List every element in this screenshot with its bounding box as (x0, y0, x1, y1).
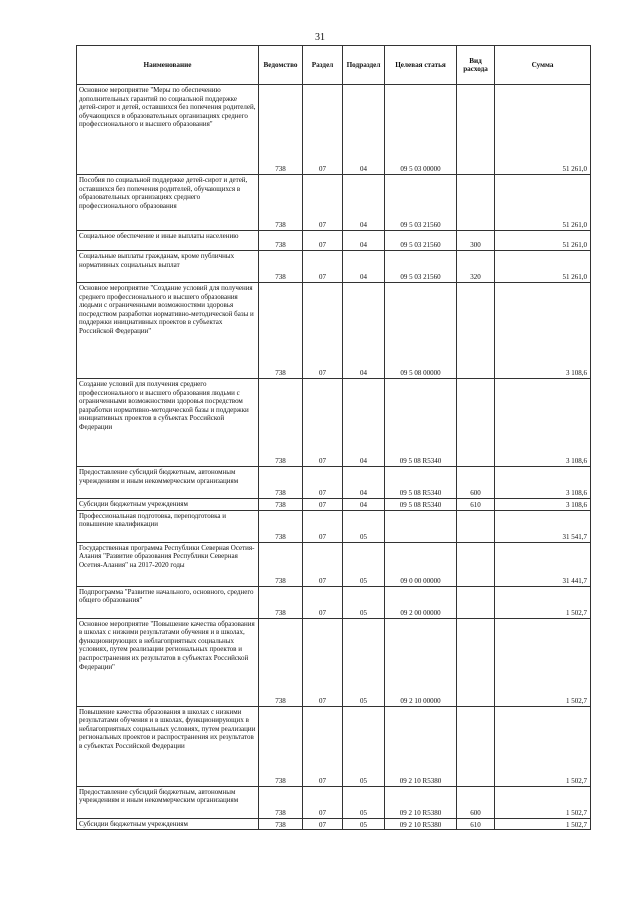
cell-section: 07 (303, 618, 343, 706)
table-row (77, 818, 591, 830)
cell-target-article (385, 510, 457, 542)
header-expense-kind: Вид расхода (457, 46, 495, 85)
cell-expense-kind: 600 (457, 467, 495, 499)
cell-subsection: 05 (343, 510, 385, 542)
cell-department: 738 (259, 467, 303, 499)
cell-subsection: 04 (343, 499, 385, 511)
cell-target-article: 09 2 10 R5380 (385, 706, 457, 786)
cell-target-article: 09 5 03 21560 (385, 175, 457, 231)
table-row (77, 499, 591, 511)
cell-expense-kind (457, 85, 495, 175)
header-department: Ведомство (259, 46, 303, 85)
cell-department: 738 (259, 542, 303, 586)
cell-name: Предоставление субсидий бюджетным, автономным учреждениям и иным некоммерческим организациям (77, 467, 259, 499)
cell-name: Субсидии бюджетным учреждениям (77, 499, 259, 511)
cell-department: 738 (259, 499, 303, 511)
cell-target-article: 09 2 10 00000 (385, 618, 457, 706)
table-row (77, 379, 591, 467)
cell-subsection: 04 (343, 251, 385, 283)
cell-department: 738 (259, 379, 303, 467)
cell-section: 07 (303, 706, 343, 786)
header-sum: Сумма (495, 46, 591, 85)
cell-name: Повышение качества образования в школах с низкими результатами обучения и в школах, функционирующих в неблагоприятных социальных условиях, путем реализации региональных проектов и распространения их результатов в субъектах Российской Федерации (77, 706, 259, 786)
cell-department: 738 (259, 231, 303, 251)
cell-subsection: 05 (343, 542, 385, 586)
cell-department: 738 (259, 706, 303, 786)
cell-section: 07 (303, 786, 343, 818)
header-section: Раздел (303, 46, 343, 85)
cell-subsection: 05 (343, 618, 385, 706)
cell-name: Пособия по социальной поддержке детей-сирот и детей, оставшихся без попечения родителей, обучающихся в образовательных организациях среднего профессионального образования (77, 175, 259, 231)
cell-name: Предоставление субсидий бюджетным, автономным учреждениям и иным некоммерческим организациям (77, 786, 259, 818)
table-row (77, 706, 591, 786)
cell-name: Социальные выплаты гражданам, кроме публичных нормативных социальных выплат (77, 251, 259, 283)
cell-sum: 1 502,7 (495, 786, 591, 818)
cell-sum: 51 261,0 (495, 85, 591, 175)
cell-sum: 51 261,0 (495, 251, 591, 283)
cell-sum: 1 502,7 (495, 586, 591, 618)
cell-subsection: 04 (343, 175, 385, 231)
cell-sum: 1 502,7 (495, 706, 591, 786)
cell-subsection: 04 (343, 283, 385, 379)
table-row (77, 467, 591, 499)
cell-name: Основное мероприятие "Создание условий для получения среднего профессионального и высшего образования людьми с ограниченными возможностями здоровья посредством разработки нормативно-методической базы и поддержки инициативных проектов в субъектах Российской Федерации" (77, 283, 259, 379)
cell-sum: 3 108,6 (495, 283, 591, 379)
cell-section: 07 (303, 283, 343, 379)
cell-section: 07 (303, 175, 343, 231)
cell-target-article: 09 5 03 21560 (385, 251, 457, 283)
table-row (77, 85, 591, 175)
cell-target-article: 09 2 10 R5380 (385, 818, 457, 830)
cell-section: 07 (303, 467, 343, 499)
table-row (77, 618, 591, 706)
table-row (77, 510, 591, 542)
cell-expense-kind (457, 586, 495, 618)
cell-department: 738 (259, 510, 303, 542)
cell-department: 738 (259, 251, 303, 283)
cell-expense-kind (457, 379, 495, 467)
cell-section: 07 (303, 542, 343, 586)
cell-sum: 3 108,6 (495, 379, 591, 467)
header-target-article: Целевая статья (385, 46, 457, 85)
cell-target-article: 09 2 00 00000 (385, 586, 457, 618)
cell-subsection: 04 (343, 467, 385, 499)
cell-name: Социальное обеспечение и иные выплаты населению (77, 231, 259, 251)
budget-table (76, 45, 591, 830)
cell-department: 738 (259, 618, 303, 706)
cell-expense-kind: 300 (457, 231, 495, 251)
cell-subsection: 05 (343, 818, 385, 830)
cell-subsection: 04 (343, 379, 385, 467)
table-row (77, 283, 591, 379)
cell-sum: 51 261,0 (495, 231, 591, 251)
cell-section: 07 (303, 586, 343, 618)
cell-section: 07 (303, 85, 343, 175)
table-row (77, 251, 591, 283)
cell-name: Государственная программа Республики Северная Осетия-Алания "Развитие образования Республики Северная Осетия-Алания" на 2017-2020 годы (77, 542, 259, 586)
cell-target-article: 09 2 10 R5380 (385, 786, 457, 818)
cell-name: Профессиональная подготовка, переподготовка и повышение квалификации (77, 510, 259, 542)
table-body (77, 85, 591, 830)
cell-subsection: 05 (343, 586, 385, 618)
cell-expense-kind (457, 510, 495, 542)
cell-department: 738 (259, 85, 303, 175)
cell-section: 07 (303, 499, 343, 511)
cell-department: 738 (259, 786, 303, 818)
cell-expense-kind: 320 (457, 251, 495, 283)
cell-name: Подпрограмма "Развитие начального, основного, среднего общего образования" (77, 586, 259, 618)
cell-department: 738 (259, 175, 303, 231)
cell-target-article: 09 5 08 R5340 (385, 379, 457, 467)
cell-expense-kind (457, 175, 495, 231)
cell-sum: 3 108,6 (495, 467, 591, 499)
cell-target-article: 09 5 08 R5340 (385, 467, 457, 499)
cell-section: 07 (303, 818, 343, 830)
cell-subsection: 04 (343, 231, 385, 251)
table-row (77, 175, 591, 231)
cell-target-article: 09 5 03 00000 (385, 85, 457, 175)
cell-target-article: 09 5 08 00000 (385, 283, 457, 379)
cell-section: 07 (303, 510, 343, 542)
cell-expense-kind (457, 618, 495, 706)
cell-subsection: 05 (343, 786, 385, 818)
cell-name: Основное мероприятие "Меры по обеспечению дополнительных гарантий по социальной поддержке детей-сирот и детей, оставшихся без попечения родителей, обучающихся в образовательных организациях среднего профессионального и высшего образования" (77, 85, 259, 175)
cell-sum: 3 108,6 (495, 499, 591, 511)
cell-section: 07 (303, 251, 343, 283)
page-number: 31 (315, 32, 325, 43)
cell-subsection: 05 (343, 706, 385, 786)
header-name: Наименование (77, 46, 259, 85)
table-header-row (77, 46, 591, 85)
table-row (77, 542, 591, 586)
cell-target-article: 09 0 00 00000 (385, 542, 457, 586)
table-row (77, 786, 591, 818)
cell-name: Создание условий для получения среднего профессионального и высшего образования людьми с ограниченными возможностями здоровья посредством разработки нормативно-методической базы и поддержки инициативных проектов в субъектах Российской Федерации (77, 379, 259, 467)
cell-subsection: 04 (343, 85, 385, 175)
cell-department: 738 (259, 586, 303, 618)
cell-expense-kind: 600 (457, 786, 495, 818)
cell-sum: 31 441,7 (495, 542, 591, 586)
cell-section: 07 (303, 231, 343, 251)
cell-name: Субсидии бюджетным учреждениям (77, 818, 259, 830)
header-subsection: Подраздел (343, 46, 385, 85)
cell-expense-kind (457, 542, 495, 586)
cell-department: 738 (259, 818, 303, 830)
cell-target-article: 09 5 08 R5340 (385, 499, 457, 511)
cell-sum: 51 261,0 (495, 175, 591, 231)
cell-target-article: 09 5 03 21560 (385, 231, 457, 251)
cell-name: Основное мероприятие "Повышение качества образования в школах с низкими результатами обучения и в школах, функционирующих в неблагоприятных социальных условиях, путем реализации региональных проектов и распространения их результатов в субъектах Российской Федерации" (77, 618, 259, 706)
cell-expense-kind: 610 (457, 818, 495, 830)
cell-sum: 1 502,7 (495, 818, 591, 830)
table-row (77, 231, 591, 251)
cell-sum: 1 502,7 (495, 618, 591, 706)
cell-expense-kind (457, 283, 495, 379)
cell-section: 07 (303, 379, 343, 467)
cell-expense-kind (457, 706, 495, 786)
cell-expense-kind: 610 (457, 499, 495, 511)
table-row (77, 586, 591, 618)
cell-sum: 31 541,7 (495, 510, 591, 542)
cell-department: 738 (259, 283, 303, 379)
